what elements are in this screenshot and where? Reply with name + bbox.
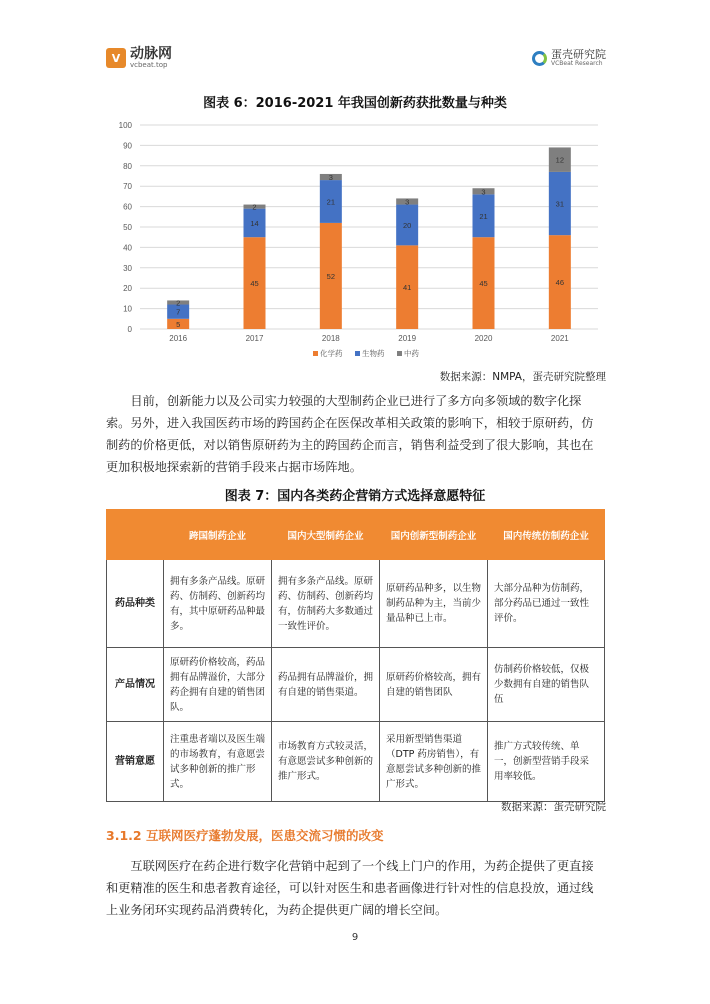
data-label: 3 xyxy=(405,197,410,207)
data-label: 5 xyxy=(176,319,181,329)
y-tick-label: 20 xyxy=(123,284,132,294)
x-tick-label: 2016 xyxy=(169,334,188,343)
vcbeat-research-logo xyxy=(532,49,606,67)
data-label: 21 xyxy=(479,211,488,221)
table-cell: 原研药价格较高，药品拥有品牌溢价，大部分药企拥有自建的销售团队。 xyxy=(164,648,272,722)
y-tick-label: 30 xyxy=(123,263,132,273)
vcbeat-logo-mark: V xyxy=(106,48,126,68)
body-paragraph-2 xyxy=(106,855,604,921)
paragraph-2-text: 互联网医疗在药企进行数字化营销中起到了一个线上门户的作用，为药企提供了更直接和更精准的医生和患者教育途径，可以针对医生和患者画像进行针对性的信息投放，通过线上业务闭环实现药品消费转化，为药企提供更广阔的增长空间。 xyxy=(106,859,594,917)
row-label: 营销意愿 xyxy=(107,722,164,802)
data-label: 52 xyxy=(326,271,336,281)
table-cell: 采用新型销售渠道（DTP 药房销售），有意愿尝试多种创新的推广形式。 xyxy=(380,722,488,802)
y-tick-label: 60 xyxy=(123,202,132,212)
row-label: 药品种类 xyxy=(107,560,164,648)
legend-swatch xyxy=(397,351,402,356)
table-row xyxy=(107,560,605,648)
vcbeat-logo xyxy=(106,47,172,69)
table-cell: 药品拥有品牌溢价，拥有自建的销售渠道。 xyxy=(272,648,380,722)
data-label: 20 xyxy=(402,220,412,230)
figure6-title: 图表 6：2016-2021 年我国创新药获批数量与种类 xyxy=(203,96,507,111)
paragraph-1-text: 目前，创新能力以及公司实力较强的大型制药企业已进行了多方向多领域的数字化探索。另外，进入我国医药市场的跨国药企在医保改革相关政策的影响下，相较于原研药，仿制药的价格更低，对以销售原研药为主的跨国药企而言，销售利益受到了很大影响，其也在更加积极地探索新的营销手段来占据市场阵地。 xyxy=(106,394,594,474)
vcbeat-logo-name: 动脉网 xyxy=(130,46,172,62)
legend-swatch xyxy=(355,351,360,356)
data-label: 14 xyxy=(250,218,259,228)
vcbeat-logo-url: vcbeat.top xyxy=(130,61,168,69)
y-tick-label: 40 xyxy=(123,243,132,253)
data-label: 21 xyxy=(326,197,336,207)
legend-label: 生物药 xyxy=(362,349,385,358)
data-label: 31 xyxy=(555,199,565,209)
legend-swatch xyxy=(313,351,318,356)
table-header-row xyxy=(107,510,605,560)
data-label: 3 xyxy=(481,187,486,197)
table-header-cell: 国内创新型制药企业 xyxy=(380,510,488,560)
data-label: 45 xyxy=(479,279,488,289)
y-tick-label: 90 xyxy=(123,141,132,151)
table-cell: 原研药价格较高，拥有自建的销售团队 xyxy=(380,648,488,722)
legend-label: 化学药 xyxy=(320,349,343,358)
research-logo-name: 蛋壳研究院 xyxy=(551,48,606,61)
figure7-title: 图表 7：国内各类药企营销方式选择意愿特征 xyxy=(224,489,486,504)
table-header-cell: 国内大型制药企业 xyxy=(272,510,380,560)
y-tick-label: 0 xyxy=(127,325,132,334)
data-label: 12 xyxy=(555,155,565,165)
table-cell: 仿制药价格较低，仅极少数拥有自建的销售队伍 xyxy=(488,648,605,722)
data-label: 2 xyxy=(176,298,181,308)
table-cell: 原研药品种多，以生物制药品种为主，当前少量品种已上市。 xyxy=(380,560,488,648)
data-label: 45 xyxy=(250,279,259,289)
x-tick-label: 2021 xyxy=(550,334,569,343)
table-cell: 市场教育方式较灵活，有意愿尝试多种创新的推广形式。 xyxy=(272,722,380,802)
marketing-willingness-table xyxy=(106,509,605,802)
table-cell: 推广方式较传统、单一，创新型营销手段采用率较低。 xyxy=(488,722,605,802)
data-label: 41 xyxy=(402,283,412,293)
table-cell: 大部分品种为仿制药，部分药品已通过一致性评价。 xyxy=(488,560,605,648)
data-label: 46 xyxy=(555,278,565,288)
y-tick-label: 50 xyxy=(123,223,132,232)
data-label: 7 xyxy=(176,307,181,317)
y-tick-label: 10 xyxy=(123,304,132,314)
x-tick-label: 2020 xyxy=(474,334,493,343)
table-header-cell: 跨国制药企业 xyxy=(164,510,272,560)
y-tick-label: 80 xyxy=(123,161,132,171)
table-header-cell: 国内传统仿制药企业 xyxy=(488,510,605,560)
approval-stacked-bar-chart xyxy=(108,115,608,365)
x-tick-label: 2019 xyxy=(398,334,417,343)
row-label: 产品情况 xyxy=(107,648,164,722)
y-tick-label: 70 xyxy=(123,182,132,192)
eggshell-ring-icon xyxy=(532,51,547,66)
body-paragraph-1 xyxy=(106,390,604,478)
table-cell: 拥有多条产品线。原研药、仿制药、创新药均有，其中原研药品种最多。 xyxy=(164,560,272,648)
y-tick-label: 100 xyxy=(118,121,132,130)
table-header-cell xyxy=(107,510,164,560)
data-label: 2 xyxy=(252,202,257,212)
figure7-source: 数据来源：蛋壳研究院 xyxy=(501,801,606,813)
legend-label: 中药 xyxy=(404,349,419,358)
table-cell: 拥有多条产品线。原研药、仿制药、创新药均有，仿制药大多数通过一致性评价。 xyxy=(272,560,380,648)
table-cell: 注重患者端以及医生端的市场教育，有意愿尝试多种创新的推广形式。 xyxy=(164,722,272,802)
table-row xyxy=(107,722,605,802)
page-number: 9 xyxy=(351,932,359,943)
research-logo-sub: VCBeat Research xyxy=(551,60,603,67)
x-tick-label: 2017 xyxy=(245,334,264,343)
figure6-source: 数据来源：NMPA，蛋壳研究院整理 xyxy=(439,371,606,383)
x-tick-label: 2018 xyxy=(321,334,340,343)
table-row xyxy=(107,648,605,722)
section-heading: 3.1.2 互联网医疗蓬勃发展，医患交流习惯的改变 xyxy=(106,828,384,843)
data-label: 3 xyxy=(328,173,333,183)
